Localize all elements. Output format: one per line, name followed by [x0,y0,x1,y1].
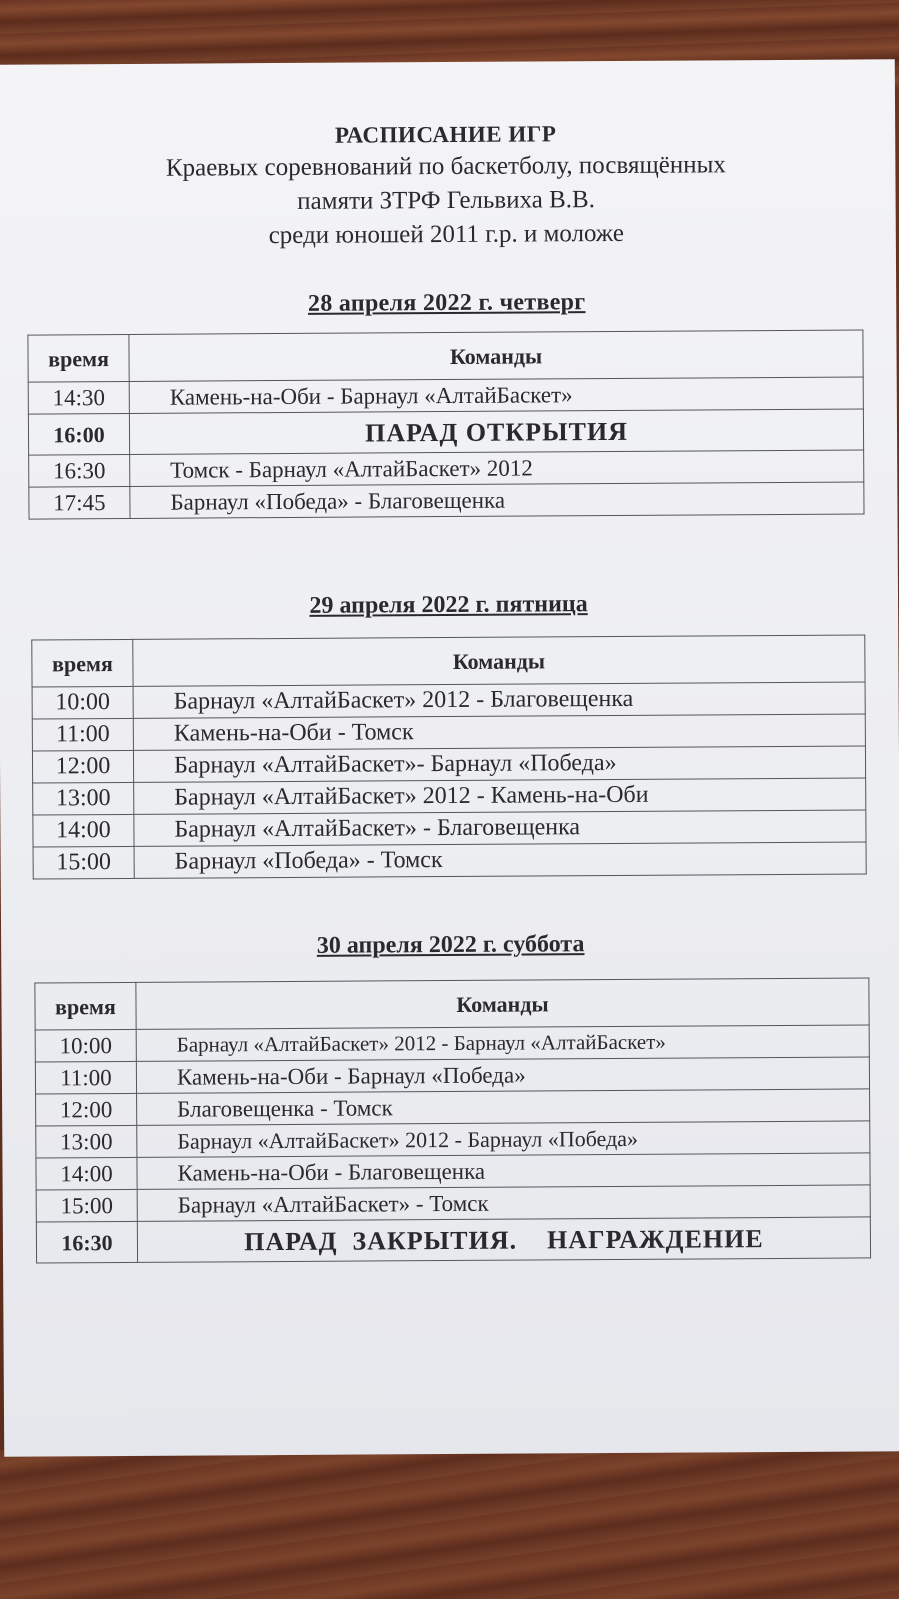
game-teams: Барнаул «Победа» - Томск [134,842,866,878]
teams-column-header: Команды [129,330,863,381]
game-teams: Барнаул «АлтайБаскет» 2012 - Благовещенка [133,682,865,718]
wooden-surface-bottom [0,1450,899,1599]
subtitle-line: памяти ЗТРФ Гельвиха В.В. [297,186,596,215]
day-heading: 28 апреля 2022 г. четверг [307,289,586,317]
game-time: 16:00 [28,413,129,455]
table-row [36,1153,870,1190]
table-row [35,1057,869,1094]
game-teams: Камень-на-Оби - Барнаул «АлтайБаскет» [129,377,863,413]
game-time: 14:30 [28,381,129,414]
table-row [35,1025,869,1062]
schedule-table-day2 [31,634,866,879]
schedule-table-day1 [27,329,864,519]
game-time: 11:00 [35,1061,136,1094]
table-row [33,810,866,847]
document-title: РАСПИСАНИЕ ИГР [334,121,557,148]
table-row [29,482,864,519]
game-time: 11:00 [32,718,133,751]
game-time: 12:00 [36,1093,137,1126]
table-row [33,842,866,879]
table-row [32,714,865,751]
game-teams: Томск - Барнаул «АлтайБаскет» 2012 [130,450,864,486]
table-row [29,450,864,487]
game-time: 13:00 [33,782,134,815]
game-teams: Барнаул «АлтайБаскет»- Барнаул «Победа» [133,746,865,782]
subtitle-line: среди юношей 2011 г.р. и моложе [268,219,625,250]
game-time: 16:30 [29,454,130,487]
document-header [0,117,896,254]
table-row [28,409,863,455]
game-teams: Барнаул «АлтайБаскет» 2012 - Камень-на-Оби [134,778,866,814]
time-column-header: время [28,334,129,382]
event-title: ПАРАД ОТКРЫТИЯ [129,409,863,454]
game-teams: Барнаул «АлтайБаскет» 2012 - Барнаул «АлтайБаскет» [136,1025,869,1061]
teams-column-header: Команды [133,635,865,686]
game-time: 17:45 [29,486,130,519]
table-row [32,682,865,719]
game-teams: Камень-на-Оби - Барнаул «Победа» [136,1057,869,1093]
game-teams: Барнаул «АлтайБаскет» - Благовещенка [134,810,866,846]
game-time: 16:30 [36,1221,137,1263]
day-heading: 29 апреля 2022 г. пятница [309,591,588,619]
game-time: 13:00 [36,1125,137,1158]
schedule-table-day3 [34,977,871,1263]
day-heading: 30 апреля 2022 г. суббота [316,931,585,959]
table-header-row [28,330,863,382]
table-row [36,1185,870,1222]
subtitle-line: Краевых соревнований по баскетболу, посвящённых [165,151,726,182]
schedule-sheet [0,59,899,1456]
table-row [36,1121,870,1158]
game-time: 15:00 [33,846,134,879]
game-time: 14:00 [36,1157,137,1190]
table-header-row [32,635,865,687]
game-time: 15:00 [36,1189,137,1222]
time-column-header: время [35,982,136,1030]
table-row [33,778,866,815]
game-time: 12:00 [32,750,133,783]
game-teams: Барнаул «Победа» - Благовещенка [130,482,864,518]
time-column-header: время [32,639,133,687]
game-teams: Барнаул «АлтайБаскет» 2012 - Барнаул «Победа» [137,1121,870,1157]
game-teams: Благовещенка - Томск [137,1089,870,1125]
event-title: ПАРАД ЗАКРЫТИЯ. НАГРАЖДЕНИЕ [137,1217,870,1262]
table-row [32,746,865,783]
game-time: 10:00 [32,686,133,719]
table-row [36,1089,870,1126]
table-row [36,1217,870,1263]
teams-column-header: Команды [136,978,869,1029]
game-teams: Камень-на-Оби - Благовещенка [137,1153,870,1189]
game-time: 10:00 [35,1029,136,1062]
table-row [28,377,863,414]
game-time: 14:00 [33,814,134,847]
game-teams: Барнаул «АлтайБаскет» - Томск [137,1185,870,1221]
game-teams: Камень-на-Оби - Томск [133,714,865,750]
table-header-row [35,978,869,1030]
